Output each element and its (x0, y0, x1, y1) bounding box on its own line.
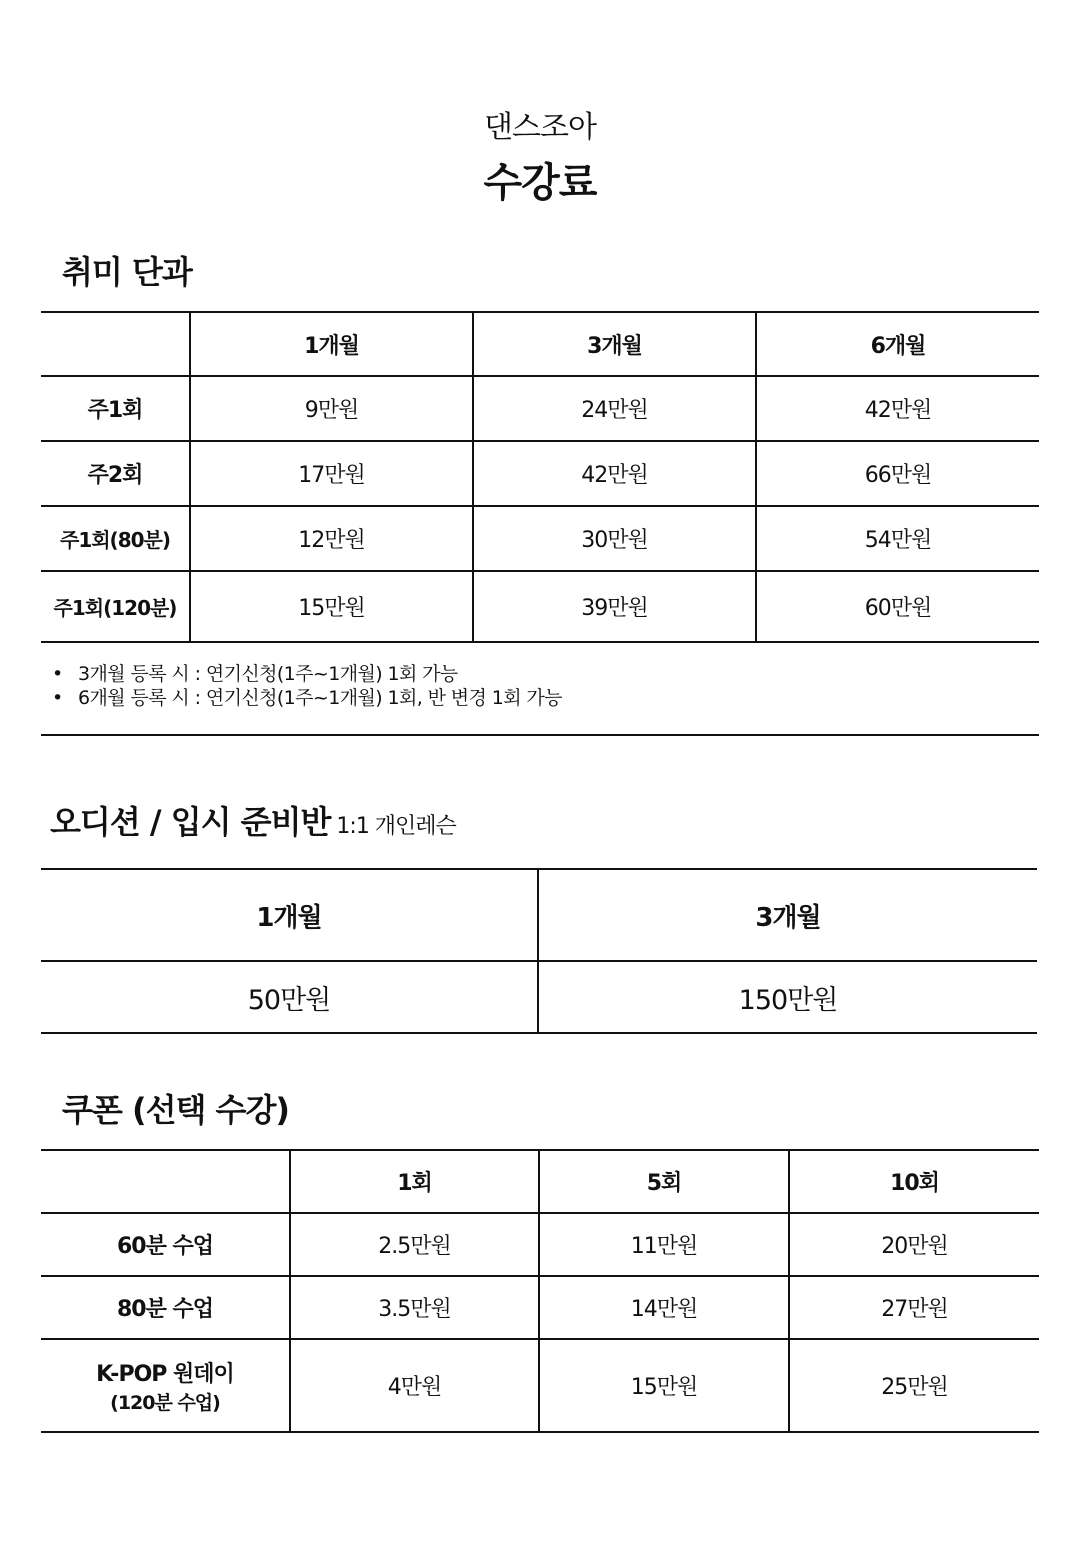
brand-name: 댄스조아 (484, 110, 596, 145)
price-cell: 25만원 (789, 1339, 1039, 1432)
page-title: 수강료 (483, 160, 597, 206)
row-label (41, 1339, 290, 1432)
corner-cell (41, 312, 190, 376)
price-cell: 12만원 (190, 506, 473, 571)
column-header: 3개월 (473, 312, 756, 376)
price-cell: 9만원 (190, 376, 473, 441)
price-cell: 54만원 (756, 506, 1039, 571)
price-cell: 15만원 (539, 1339, 789, 1432)
row-label: 주1회(120분) (53, 596, 177, 620)
price-cell: 14만원 (539, 1276, 789, 1339)
audition-price-table (41, 868, 1037, 1034)
row-label: 주1회(80분) (41, 506, 190, 571)
table-row (41, 571, 1039, 642)
price-cell: 50만원 (247, 984, 331, 1016)
price-cell: 27만원 (789, 1276, 1039, 1339)
row-label: 80분 수업 (41, 1276, 290, 1339)
price-cell: 2.5만원 (290, 1213, 539, 1276)
price-cell: 4만원 (290, 1339, 539, 1432)
note-item: • 3개월 등록 시 : 연기신청(1주~1개월) 1회 가능 (50, 662, 562, 686)
divider (41, 734, 1039, 736)
price-cell: 42만원 (756, 376, 1039, 441)
table-row (41, 1276, 1039, 1339)
hobby-notes (50, 662, 562, 710)
price-cell: 17만원 (190, 441, 473, 506)
table-row (41, 1339, 1039, 1432)
table-row (41, 1213, 1039, 1276)
column-header: 5회 (539, 1150, 789, 1213)
audition-subheading: 1:1 개인레슨 (336, 814, 456, 839)
row-label: 60분 수업 (41, 1213, 290, 1276)
column-header: 10회 (789, 1150, 1039, 1213)
table-row (41, 961, 1037, 1033)
column-header: 1회 (290, 1150, 539, 1213)
table-row (41, 441, 1039, 506)
price-cell: 11만원 (539, 1213, 789, 1276)
audition-section-heading (50, 802, 456, 847)
column-header: 1개월 (190, 312, 473, 376)
price-cell: 20만원 (789, 1213, 1039, 1276)
corner-cell (41, 1150, 290, 1213)
page-header (0, 108, 1080, 210)
column-header: 1개월 (41, 869, 538, 961)
price-cell: 42만원 (473, 441, 756, 506)
row-label-sub: (120분 수업) (110, 1391, 220, 1414)
table-header-row (41, 1150, 1039, 1213)
table-row (41, 506, 1039, 571)
table-header-row (41, 869, 1037, 961)
row-label: 주1회 (41, 376, 190, 441)
table-row (41, 376, 1039, 441)
coupon-section-heading: 쿠폰 (선택 수강) (62, 1091, 290, 1129)
hobby-price-table (41, 311, 1039, 643)
price-cell: 39만원 (473, 571, 756, 642)
table-header-row (41, 312, 1039, 376)
coupon-price-table (41, 1149, 1039, 1433)
note-item: • 6개월 등록 시 : 연기신청(1주~1개월) 1회, 반 변경 1회 가능 (50, 686, 562, 710)
column-header: 3개월 (538, 869, 1037, 961)
price-cell: 66만원 (756, 441, 1039, 506)
row-label-main: K-POP 원데이 (96, 1361, 234, 1387)
column-header: 6개월 (756, 312, 1039, 376)
row-label: 주2회 (41, 441, 190, 506)
audition-heading-text: 오디션 / 입시 준비반 (50, 803, 331, 841)
hobby-section-heading: 취미 단과 (62, 253, 192, 291)
price-cell: 30만원 (473, 506, 756, 571)
price-cell: 150만원 (538, 961, 1037, 1033)
price-cell: 60만원 (756, 571, 1039, 642)
price-cell: 15만원 (190, 571, 473, 642)
price-cell: 24만원 (473, 376, 756, 441)
price-cell: 3.5만원 (290, 1276, 539, 1339)
